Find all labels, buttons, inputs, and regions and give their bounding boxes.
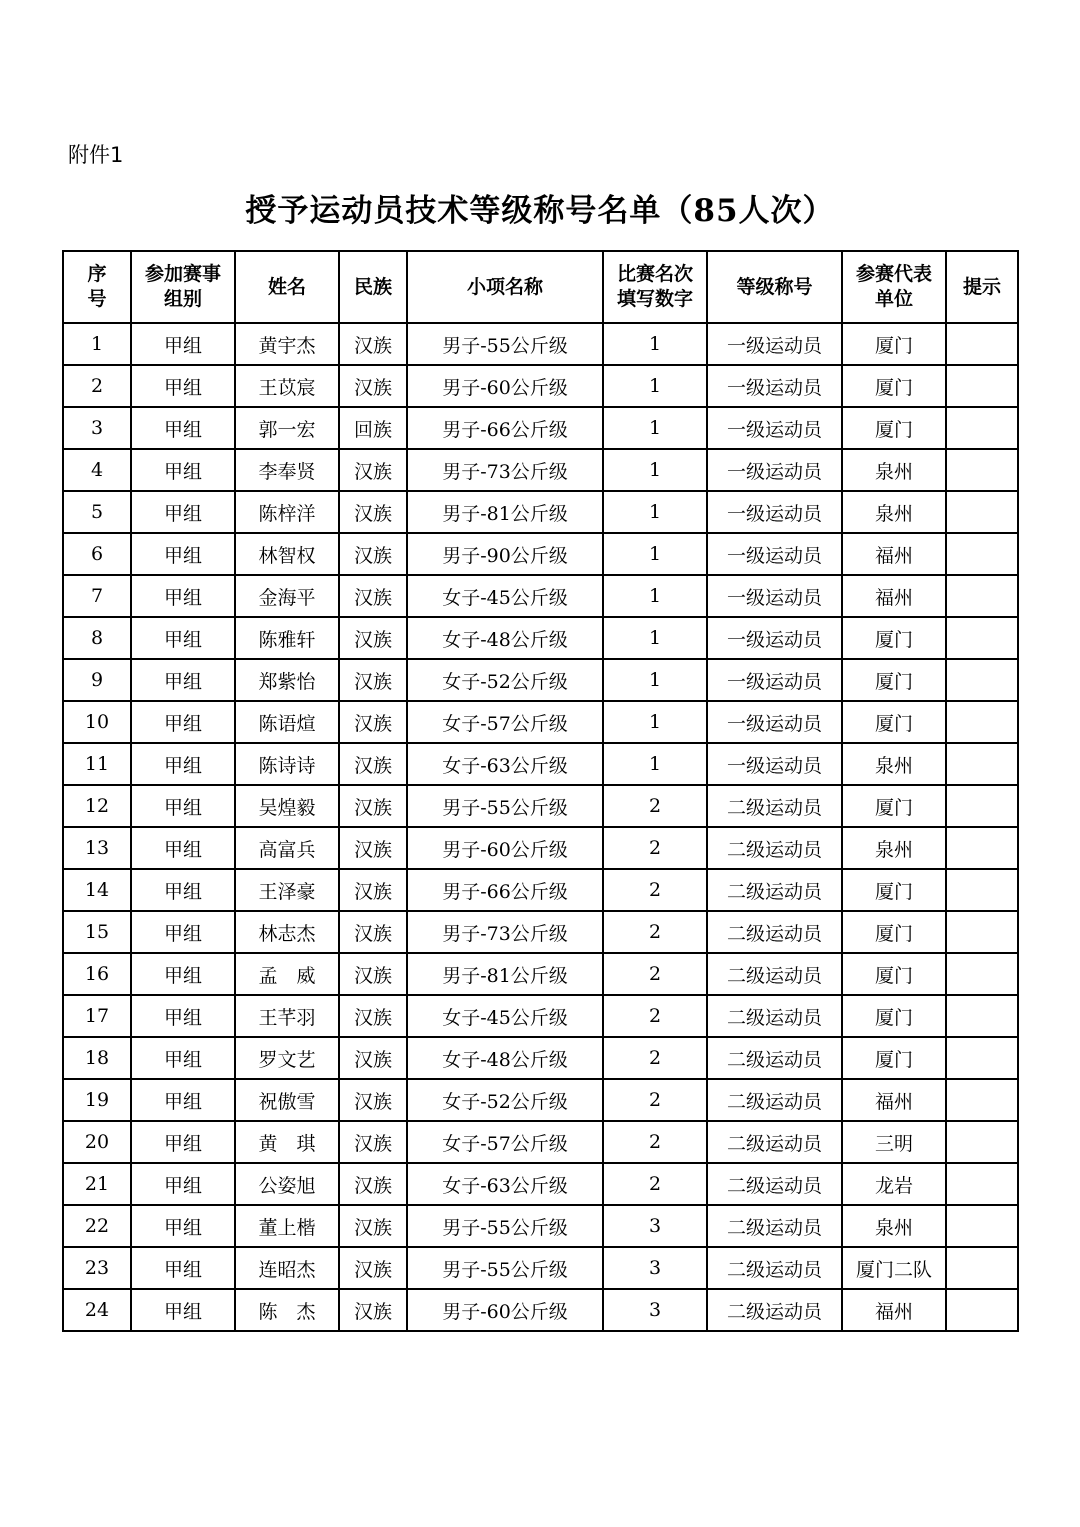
cell-group: 甲组 [131, 1163, 235, 1205]
header-line: 参赛代表 [855, 263, 932, 285]
header-line: 号 [87, 288, 107, 310]
cell-no: 18 [63, 1037, 131, 1079]
cell-unit: 福州 [842, 1079, 946, 1121]
table-row [63, 953, 1018, 995]
cell-event: 男子-73公斤级 [407, 449, 603, 491]
cell-rank: 2 [603, 911, 707, 953]
header-line: 姓名 [267, 275, 306, 298]
document-title: 授予运动员技术等级称号名单（85人次） [245, 193, 835, 229]
cell-group: 甲组 [131, 491, 235, 533]
table-row [63, 449, 1018, 491]
cell-ethnicity: 汉族 [339, 995, 407, 1037]
cell-group: 甲组 [131, 953, 235, 995]
cell-grade: 一级运动员 [707, 575, 842, 617]
cell-event: 女子-52公斤级 [407, 659, 603, 701]
cell-note [946, 1037, 1018, 1079]
cell-rank: 2 [603, 1037, 707, 1079]
cell-ethnicity: 汉族 [339, 743, 407, 785]
cell-ethnicity: 汉族 [339, 365, 407, 407]
cell-ethnicity: 汉族 [339, 1205, 407, 1247]
cell-no: 6 [63, 533, 131, 575]
cell-note [946, 1079, 1018, 1121]
cell-name: 陈雅轩 [235, 617, 339, 659]
table-row [63, 1079, 1018, 1121]
cell-note [946, 617, 1018, 659]
cell-note [946, 1247, 1018, 1289]
cell-note [946, 1205, 1018, 1247]
cell-rank: 2 [603, 785, 707, 827]
cell-rank: 3 [603, 1205, 707, 1247]
cell-unit: 厦门二队 [842, 1247, 946, 1289]
cell-no: 2 [63, 365, 131, 407]
cell-rank: 3 [603, 1247, 707, 1289]
cell-ethnicity: 汉族 [339, 1079, 407, 1121]
cell-unit: 泉州 [842, 743, 946, 785]
table-row [63, 323, 1018, 365]
cell-name: 连昭杰 [235, 1247, 339, 1289]
cell-no: 19 [63, 1079, 131, 1121]
cell-note [946, 323, 1018, 365]
header-line: 提示 [962, 275, 1001, 298]
cell-group: 甲组 [131, 995, 235, 1037]
cell-group: 甲组 [131, 617, 235, 659]
cell-unit: 厦门 [842, 995, 946, 1037]
cell-grade: 二级运动员 [707, 1289, 842, 1331]
cell-ethnicity: 汉族 [339, 617, 407, 659]
table-row [63, 911, 1018, 953]
cell-event: 女子-57公斤级 [407, 1121, 603, 1163]
cell-group: 甲组 [131, 1205, 235, 1247]
header-line: 参加赛事 [144, 263, 221, 285]
cell-event: 男子-81公斤级 [407, 953, 603, 995]
cell-note [946, 1289, 1018, 1331]
cell-event: 男子-81公斤级 [407, 491, 603, 533]
table-row [63, 701, 1018, 743]
cell-group: 甲组 [131, 659, 235, 701]
cell-ethnicity: 汉族 [339, 911, 407, 953]
cell-ethnicity: 汉族 [339, 659, 407, 701]
cell-rank: 2 [603, 1121, 707, 1163]
cell-ethnicity: 汉族 [339, 449, 407, 491]
cell-note [946, 743, 1018, 785]
cell-grade: 二级运动员 [707, 869, 842, 911]
cell-unit: 福州 [842, 575, 946, 617]
cell-unit: 泉州 [842, 827, 946, 869]
cell-ethnicity: 汉族 [339, 953, 407, 995]
header-rank [603, 251, 707, 323]
cell-grade: 二级运动员 [707, 1037, 842, 1079]
cell-no: 15 [63, 911, 131, 953]
cell-no: 21 [63, 1163, 131, 1205]
cell-ethnicity: 汉族 [339, 701, 407, 743]
cell-group: 甲组 [131, 365, 235, 407]
header-line: 小项名称 [466, 275, 543, 298]
cell-note [946, 701, 1018, 743]
cell-group: 甲组 [131, 449, 235, 491]
table-row [63, 995, 1018, 1037]
cell-rank: 2 [603, 995, 707, 1037]
cell-unit: 泉州 [842, 1205, 946, 1247]
cell-name: 黄 琪 [235, 1121, 339, 1163]
cell-group: 甲组 [131, 911, 235, 953]
cell-rank: 1 [603, 659, 707, 701]
cell-event: 男子-90公斤级 [407, 533, 603, 575]
cell-unit: 福州 [842, 533, 946, 575]
header-note [946, 251, 1018, 323]
header-line: 组别 [163, 288, 202, 310]
cell-no: 13 [63, 827, 131, 869]
table-row [63, 1205, 1018, 1247]
cell-group: 甲组 [131, 1247, 235, 1289]
cell-name: 王泽豪 [235, 869, 339, 911]
cell-ethnicity: 汉族 [339, 533, 407, 575]
cell-grade: 一级运动员 [707, 449, 842, 491]
cell-name: 林智权 [235, 533, 339, 575]
table-row [63, 1247, 1018, 1289]
header-line: 比赛名次 [616, 263, 693, 285]
cell-grade: 二级运动员 [707, 995, 842, 1037]
cell-grade: 二级运动员 [707, 1247, 842, 1289]
header-line: 序 [87, 263, 107, 285]
cell-unit: 厦门 [842, 1037, 946, 1079]
cell-unit: 福州 [842, 1289, 946, 1331]
cell-name: 陈诗诗 [235, 743, 339, 785]
cell-unit: 厦门 [842, 407, 946, 449]
cell-rank: 1 [603, 449, 707, 491]
table-row [63, 659, 1018, 701]
cell-rank: 2 [603, 827, 707, 869]
table-row [63, 743, 1018, 785]
cell-name: 林志杰 [235, 911, 339, 953]
cell-grade: 一级运动员 [707, 743, 842, 785]
cell-no: 7 [63, 575, 131, 617]
cell-grade: 二级运动员 [707, 1205, 842, 1247]
cell-ethnicity: 回族 [339, 407, 407, 449]
cell-rank: 1 [603, 575, 707, 617]
cell-ethnicity: 汉族 [339, 1289, 407, 1331]
cell-ethnicity: 汉族 [339, 1037, 407, 1079]
cell-unit: 龙岩 [842, 1163, 946, 1205]
table-row [63, 1037, 1018, 1079]
cell-group: 甲组 [131, 869, 235, 911]
cell-name: 祝傲雪 [235, 1079, 339, 1121]
header-no [63, 251, 131, 323]
cell-unit: 厦门 [842, 617, 946, 659]
cell-no: 5 [63, 491, 131, 533]
cell-grade: 一级运动员 [707, 491, 842, 533]
header-name [235, 251, 339, 323]
table-body [63, 323, 1018, 1331]
cell-no: 22 [63, 1205, 131, 1247]
cell-no: 11 [63, 743, 131, 785]
cell-grade: 二级运动员 [707, 911, 842, 953]
cell-no: 20 [63, 1121, 131, 1163]
header-event [407, 251, 603, 323]
cell-no: 3 [63, 407, 131, 449]
cell-note [946, 827, 1018, 869]
cell-note [946, 953, 1018, 995]
cell-event: 男子-55公斤级 [407, 785, 603, 827]
cell-group: 甲组 [131, 701, 235, 743]
cell-name: 李奉贤 [235, 449, 339, 491]
cell-ethnicity: 汉族 [339, 1163, 407, 1205]
cell-note [946, 575, 1018, 617]
cell-no: 16 [63, 953, 131, 995]
cell-unit: 泉州 [842, 449, 946, 491]
cell-unit: 泉州 [842, 491, 946, 533]
cell-event: 女子-63公斤级 [407, 743, 603, 785]
cell-grade: 二级运动员 [707, 1121, 842, 1163]
table-row [63, 1163, 1018, 1205]
cell-grade: 二级运动员 [707, 827, 842, 869]
cell-note [946, 659, 1018, 701]
cell-note [946, 995, 1018, 1037]
cell-note [946, 1121, 1018, 1163]
cell-group: 甲组 [131, 575, 235, 617]
cell-name: 陈 杰 [235, 1289, 339, 1331]
cell-grade: 二级运动员 [707, 785, 842, 827]
cell-no: 14 [63, 869, 131, 911]
cell-rank: 2 [603, 869, 707, 911]
cell-grade: 二级运动员 [707, 1079, 842, 1121]
cell-unit: 厦门 [842, 953, 946, 995]
cell-no: 10 [63, 701, 131, 743]
athlete-roster-table [62, 250, 1019, 1332]
cell-group: 甲组 [131, 827, 235, 869]
cell-unit: 厦门 [842, 785, 946, 827]
cell-rank: 1 [603, 701, 707, 743]
cell-group: 甲组 [131, 1079, 235, 1121]
cell-grade: 二级运动员 [707, 1163, 842, 1205]
cell-note [946, 407, 1018, 449]
cell-rank: 2 [603, 1163, 707, 1205]
cell-event: 女子-45公斤级 [407, 995, 603, 1037]
cell-unit: 三明 [842, 1121, 946, 1163]
table-row [63, 365, 1018, 407]
cell-name: 罗文艺 [235, 1037, 339, 1079]
cell-rank: 1 [603, 323, 707, 365]
cell-rank: 2 [603, 1079, 707, 1121]
cell-unit: 厦门 [842, 659, 946, 701]
cell-name: 王苡宸 [235, 365, 339, 407]
cell-ethnicity: 汉族 [339, 869, 407, 911]
cell-group: 甲组 [131, 533, 235, 575]
cell-name: 郑紫怡 [235, 659, 339, 701]
attachment-label: 附件1 [68, 143, 124, 167]
cell-no: 23 [63, 1247, 131, 1289]
cell-event: 男子-60公斤级 [407, 827, 603, 869]
cell-name: 高富兵 [235, 827, 339, 869]
header-ethnicity [339, 251, 407, 323]
cell-note [946, 869, 1018, 911]
table-row [63, 869, 1018, 911]
cell-event: 男子-55公斤级 [407, 1247, 603, 1289]
cell-note [946, 1163, 1018, 1205]
cell-note [946, 449, 1018, 491]
cell-note [946, 785, 1018, 827]
cell-rank: 2 [603, 953, 707, 995]
cell-group: 甲组 [131, 407, 235, 449]
cell-ethnicity: 汉族 [339, 575, 407, 617]
cell-name: 陈语煊 [235, 701, 339, 743]
cell-ethnicity: 汉族 [339, 827, 407, 869]
header-grade [707, 251, 842, 323]
cell-grade: 一级运动员 [707, 407, 842, 449]
cell-name: 郭一宏 [235, 407, 339, 449]
cell-event: 女子-63公斤级 [407, 1163, 603, 1205]
cell-note [946, 911, 1018, 953]
cell-no: 24 [63, 1289, 131, 1331]
cell-unit: 厦门 [842, 701, 946, 743]
cell-event: 女子-45公斤级 [407, 575, 603, 617]
cell-no: 4 [63, 449, 131, 491]
cell-rank: 1 [603, 407, 707, 449]
cell-event: 男子-66公斤级 [407, 407, 603, 449]
cell-name: 陈梓洋 [235, 491, 339, 533]
cell-event: 男子-60公斤级 [407, 1289, 603, 1331]
cell-unit: 厦门 [842, 911, 946, 953]
header-group [131, 251, 235, 323]
cell-grade: 一级运动员 [707, 365, 842, 407]
cell-rank: 1 [603, 365, 707, 407]
cell-note [946, 365, 1018, 407]
cell-note [946, 533, 1018, 575]
cell-rank: 1 [603, 533, 707, 575]
cell-event: 女子-52公斤级 [407, 1079, 603, 1121]
cell-grade: 一级运动员 [707, 533, 842, 575]
cell-event: 女子-48公斤级 [407, 1037, 603, 1079]
cell-ethnicity: 汉族 [339, 785, 407, 827]
cell-ethnicity: 汉族 [339, 1247, 407, 1289]
cell-group: 甲组 [131, 1289, 235, 1331]
cell-event: 女子-57公斤级 [407, 701, 603, 743]
cell-grade: 二级运动员 [707, 953, 842, 995]
cell-no: 17 [63, 995, 131, 1037]
cell-name: 孟 威 [235, 953, 339, 995]
header-line: 单位 [874, 288, 913, 310]
header-line: 等级称号 [736, 275, 813, 298]
cell-name: 金海平 [235, 575, 339, 617]
table-row [63, 1121, 1018, 1163]
table-row [63, 575, 1018, 617]
cell-rank: 1 [603, 617, 707, 659]
cell-name: 黄宇杰 [235, 323, 339, 365]
cell-no: 9 [63, 659, 131, 701]
cell-unit: 厦门 [842, 323, 946, 365]
cell-group: 甲组 [131, 785, 235, 827]
cell-name: 王芊羽 [235, 995, 339, 1037]
cell-no: 1 [63, 323, 131, 365]
cell-group: 甲组 [131, 1121, 235, 1163]
cell-event: 男子-60公斤级 [407, 365, 603, 407]
cell-event: 女子-48公斤级 [407, 617, 603, 659]
cell-group: 甲组 [131, 1037, 235, 1079]
header-line: 填写数字 [616, 288, 693, 310]
cell-ethnicity: 汉族 [339, 1121, 407, 1163]
cell-name: 董上楷 [235, 1205, 339, 1247]
cell-ethnicity: 汉族 [339, 491, 407, 533]
cell-group: 甲组 [131, 743, 235, 785]
cell-grade: 一级运动员 [707, 659, 842, 701]
cell-ethnicity: 汉族 [339, 323, 407, 365]
cell-no: 12 [63, 785, 131, 827]
cell-rank: 1 [603, 743, 707, 785]
cell-rank: 3 [603, 1289, 707, 1331]
cell-grade: 一级运动员 [707, 323, 842, 365]
cell-rank: 1 [603, 491, 707, 533]
cell-unit: 厦门 [842, 365, 946, 407]
cell-grade: 一级运动员 [707, 701, 842, 743]
table-row [63, 617, 1018, 659]
table-row [63, 1289, 1018, 1331]
table-row [63, 785, 1018, 827]
cell-event: 男子-55公斤级 [407, 1205, 603, 1247]
header-unit [842, 251, 946, 323]
cell-event: 男子-73公斤级 [407, 911, 603, 953]
cell-grade: 一级运动员 [707, 617, 842, 659]
cell-name: 公姿旭 [235, 1163, 339, 1205]
table-header [63, 251, 1018, 323]
cell-event: 男子-66公斤级 [407, 869, 603, 911]
cell-unit: 厦门 [842, 869, 946, 911]
header-row [63, 251, 1018, 323]
table-row [63, 407, 1018, 449]
cell-event: 男子-55公斤级 [407, 323, 603, 365]
table-row [63, 533, 1018, 575]
header-line: 民族 [353, 275, 392, 298]
table-row [63, 827, 1018, 869]
cell-group: 甲组 [131, 323, 235, 365]
table-row [63, 491, 1018, 533]
cell-note [946, 491, 1018, 533]
cell-no: 8 [63, 617, 131, 659]
cell-name: 吴煌毅 [235, 785, 339, 827]
